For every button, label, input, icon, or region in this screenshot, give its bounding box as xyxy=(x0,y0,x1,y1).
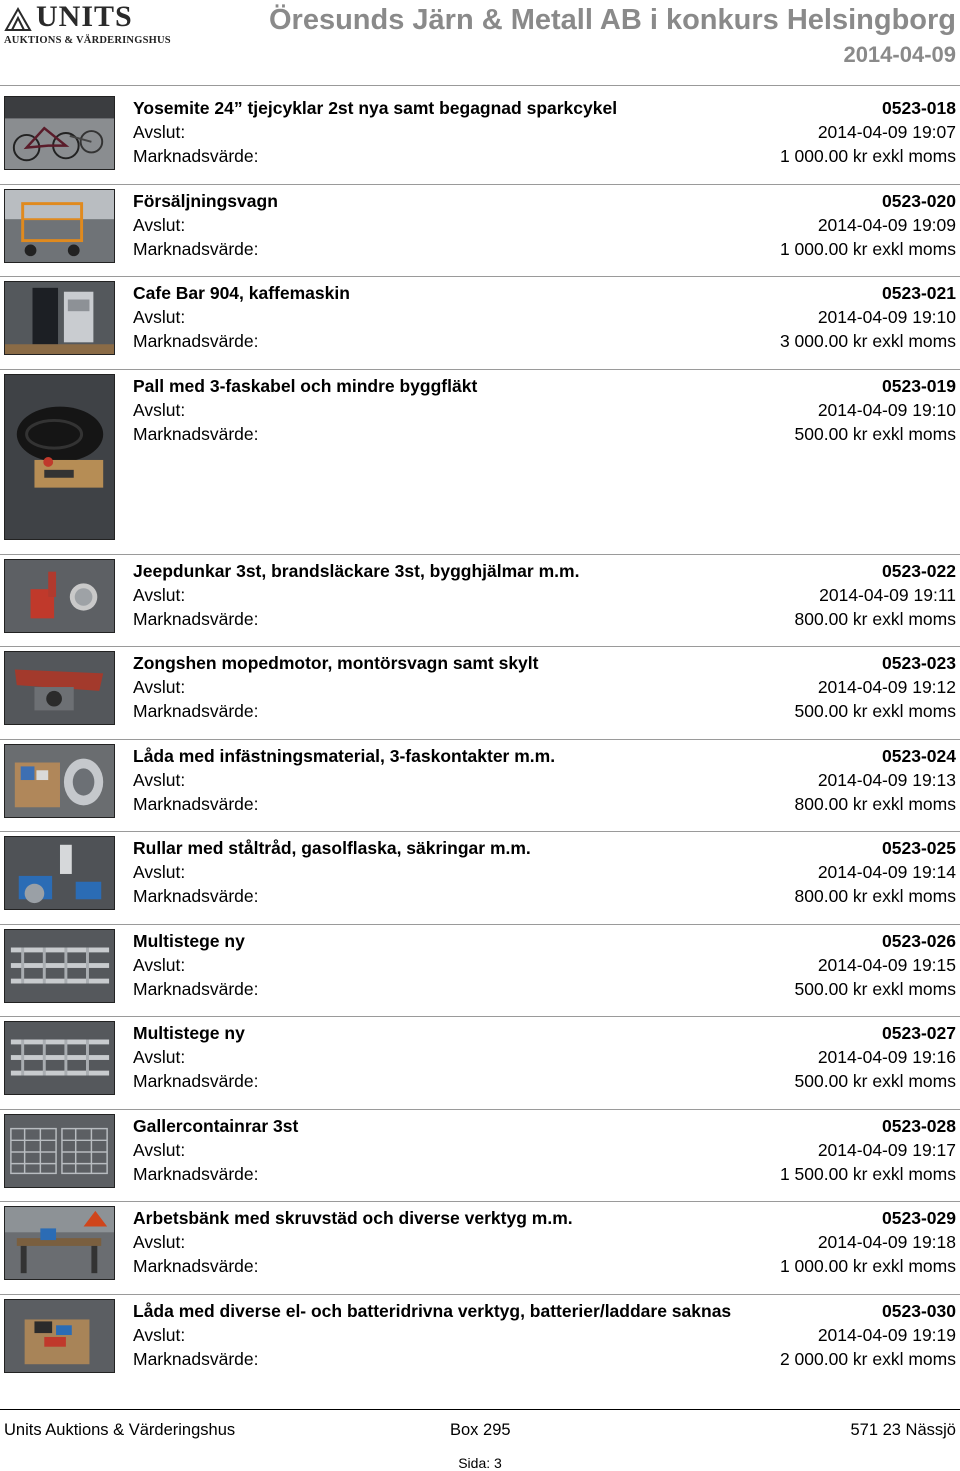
market-value-label: Marknadsvärde: xyxy=(133,1348,259,1369)
lot-number: 0523-021 xyxy=(882,283,956,303)
avslut-label: Avslut: xyxy=(133,677,186,697)
lot-title: Låda med infästningsmaterial, 3-faskontakter m.m. xyxy=(133,745,556,766)
lot-number: 0523-024 xyxy=(882,745,956,766)
lot-number: 0523-020 xyxy=(882,190,956,211)
avslut-label: Avslut: xyxy=(133,1324,186,1345)
lot-title: Rullar med ståltråd, gasolflaska, säkringar m.m. xyxy=(133,838,531,858)
lot-number: 0523-026 xyxy=(882,930,956,951)
lot-market-value: 500.00 kr exkl moms xyxy=(794,423,956,444)
lot-photo-image xyxy=(5,1207,114,1279)
lot-photo-image xyxy=(5,97,114,169)
market-value-label: Marknadsvärde: xyxy=(133,423,259,444)
lot-photo xyxy=(4,96,115,170)
market-value-label: Marknadsvärde: xyxy=(133,793,259,814)
avslut-label: Avslut: xyxy=(133,214,186,235)
page-title: Öresunds Järn & Metall AB i konkurs Helsingborg xyxy=(268,4,956,36)
lot-number: 0523-027 xyxy=(882,1023,956,1043)
page-header xyxy=(0,0,960,86)
avslut-label: Avslut: xyxy=(133,954,186,975)
lot-item xyxy=(0,1017,960,1110)
lot-number: 0523-030 xyxy=(882,1300,956,1321)
lot-item xyxy=(0,1110,960,1203)
lot-end-time: 2014-04-09 19:18 xyxy=(817,1232,956,1252)
lot-list xyxy=(0,92,960,1387)
lot-end-time: 2014-04-09 19:07 xyxy=(817,122,956,142)
lot-item xyxy=(0,370,960,555)
lot-end-time: 2014-04-09 19:13 xyxy=(817,769,956,790)
lot-title: Gallercontainrar 3st xyxy=(133,1115,299,1136)
units-logo-icon xyxy=(4,6,32,32)
lot-number: 0523-025 xyxy=(882,838,956,858)
lot-photo xyxy=(4,1206,115,1280)
lot-photo xyxy=(4,189,115,263)
lot-photo xyxy=(4,744,115,818)
footer-box: Box 295 xyxy=(450,1421,511,1439)
lot-item xyxy=(0,832,960,925)
lot-photo xyxy=(4,929,115,1003)
lot-photo xyxy=(4,1114,115,1188)
footer-divider xyxy=(0,1409,960,1410)
market-value-label: Marknadsvärde: xyxy=(133,978,259,999)
footer-company: Units Auktions & Värderingshus xyxy=(4,1421,236,1439)
lot-end-time: 2014-04-09 19:15 xyxy=(817,954,956,975)
lot-photo-image xyxy=(5,837,114,909)
lot-market-value: 800.00 kr exkl moms xyxy=(794,886,956,906)
lot-item xyxy=(0,92,960,185)
lot-photo xyxy=(4,1021,115,1095)
market-value-label: Marknadsvärde: xyxy=(133,1256,259,1276)
market-value-label: Marknadsvärde: xyxy=(133,701,259,721)
lot-photo xyxy=(4,651,115,725)
lot-item xyxy=(0,1202,960,1295)
lot-photo-image xyxy=(5,1300,114,1372)
lot-photo xyxy=(4,1299,115,1373)
market-value-label: Marknadsvärde: xyxy=(133,1163,259,1184)
page-number: Sida: 3 xyxy=(458,1455,502,1471)
lot-market-value: 500.00 kr exkl moms xyxy=(794,701,956,721)
lot-title: Pall med 3-faskabel och mindre byggfläkt xyxy=(133,375,478,396)
lot-market-value: 500.00 kr exkl moms xyxy=(794,978,956,999)
avslut-label: Avslut: xyxy=(133,307,186,327)
lot-market-value: 1 000.00 kr exkl moms xyxy=(779,238,956,259)
market-value-label: Marknadsvärde: xyxy=(133,146,259,166)
lot-photo-image xyxy=(5,1022,114,1094)
lot-photo-image xyxy=(5,282,114,354)
avslut-label: Avslut: xyxy=(133,122,186,142)
market-value-label: Marknadsvärde: xyxy=(133,1071,259,1091)
lot-item xyxy=(0,277,960,370)
lot-market-value: 1 500.00 kr exkl moms xyxy=(779,1163,956,1184)
lot-number: 0523-019 xyxy=(882,375,956,396)
lot-item xyxy=(0,925,960,1018)
avslut-label: Avslut: xyxy=(133,1047,186,1067)
lot-title: Låda med diverse el- och batteridrivna verktyg, batterier/laddare saknas xyxy=(133,1300,732,1321)
lot-number: 0523-029 xyxy=(882,1208,956,1228)
lot-market-value: 2 000.00 kr exkl moms xyxy=(779,1348,956,1369)
lot-end-time: 2014-04-09 19:19 xyxy=(817,1324,956,1345)
lot-item xyxy=(0,1295,960,1388)
lot-end-time: 2014-04-09 19:10 xyxy=(817,307,956,327)
lot-photo-image xyxy=(5,190,114,262)
page-date: 2014-04-09 xyxy=(843,42,956,67)
units-logo xyxy=(4,0,171,46)
lot-end-time: 2014-04-09 19:17 xyxy=(817,1139,956,1160)
lot-end-time: 2014-04-09 19:12 xyxy=(817,677,956,697)
lot-end-time: 2014-04-09 19:14 xyxy=(817,862,956,882)
lot-market-value: 3 000.00 kr exkl moms xyxy=(779,331,956,351)
lot-photo-image xyxy=(5,375,114,539)
lot-market-value: 800.00 kr exkl moms xyxy=(794,793,956,814)
market-value-label: Marknadsvärde: xyxy=(133,886,259,906)
lot-market-value: 500.00 kr exkl moms xyxy=(794,1071,956,1091)
lot-item xyxy=(0,647,960,740)
lot-end-time: 2014-04-09 19:16 xyxy=(817,1047,956,1067)
page-footer xyxy=(0,1418,960,1442)
lot-title: Multistege ny xyxy=(133,930,245,951)
market-value-label: Marknadsvärde: xyxy=(133,331,259,351)
lot-item xyxy=(0,740,960,833)
market-value-label: Marknadsvärde: xyxy=(133,608,259,629)
lot-photo-image xyxy=(5,652,114,724)
header-divider xyxy=(0,85,960,86)
lot-market-value: 1 000.00 kr exkl moms xyxy=(779,1256,956,1276)
lot-end-time: 2014-04-09 19:09 xyxy=(817,214,956,235)
lot-title: Yosemite 24” tjejcyklar 2st nya samt begagnad sparkcykel xyxy=(133,98,618,118)
logo-subtitle: AUKTIONS & VÄRDERINGSHUS xyxy=(4,35,171,46)
lot-title: Jeepdunkar 3st, brandsläckare 3st, bygghjälmar m.m. xyxy=(133,560,580,581)
lot-market-value: 800.00 kr exkl moms xyxy=(794,608,956,629)
lot-number: 0523-028 xyxy=(882,1115,956,1136)
lot-number: 0523-023 xyxy=(882,653,956,673)
avslut-label: Avslut: xyxy=(133,399,186,420)
lot-market-value: 1 000.00 kr exkl moms xyxy=(779,146,956,166)
footer-address: 571 23 Nässjö xyxy=(850,1421,956,1439)
lot-end-time: 2014-04-09 19:11 xyxy=(819,584,956,605)
lot-title: Zongshen mopedmotor, montörsvagn samt skylt xyxy=(133,653,539,673)
lot-photo xyxy=(4,559,115,633)
lot-item xyxy=(0,555,960,648)
lot-photo-image xyxy=(5,1115,114,1187)
avslut-label: Avslut: xyxy=(133,1232,186,1252)
avslut-label: Avslut: xyxy=(133,862,186,882)
lot-title: Cafe Bar 904, kaffemaskin xyxy=(133,283,350,303)
lot-item xyxy=(0,185,960,278)
lot-title: Försäljningsvagn xyxy=(133,190,278,211)
lot-end-time: 2014-04-09 19:10 xyxy=(817,399,956,420)
lot-photo xyxy=(4,374,115,540)
lot-number: 0523-018 xyxy=(882,98,956,118)
avslut-label: Avslut: xyxy=(133,1139,186,1160)
logo-wordmark: UNITS xyxy=(36,0,133,33)
avslut-label: Avslut: xyxy=(133,769,186,790)
lot-photo xyxy=(4,281,115,355)
lot-photo xyxy=(4,836,115,910)
market-value-label: Marknadsvärde: xyxy=(133,238,259,259)
lot-title: Arbetsbänk med skruvstäd och diverse verktyg m.m. xyxy=(133,1208,573,1228)
lot-photo-image xyxy=(5,745,114,817)
lot-title: Multistege ny xyxy=(133,1023,245,1043)
avslut-label: Avslut: xyxy=(133,584,186,605)
lot-photo-image xyxy=(5,560,114,632)
lot-number: 0523-022 xyxy=(882,560,956,581)
lot-photo-image xyxy=(5,930,114,1002)
